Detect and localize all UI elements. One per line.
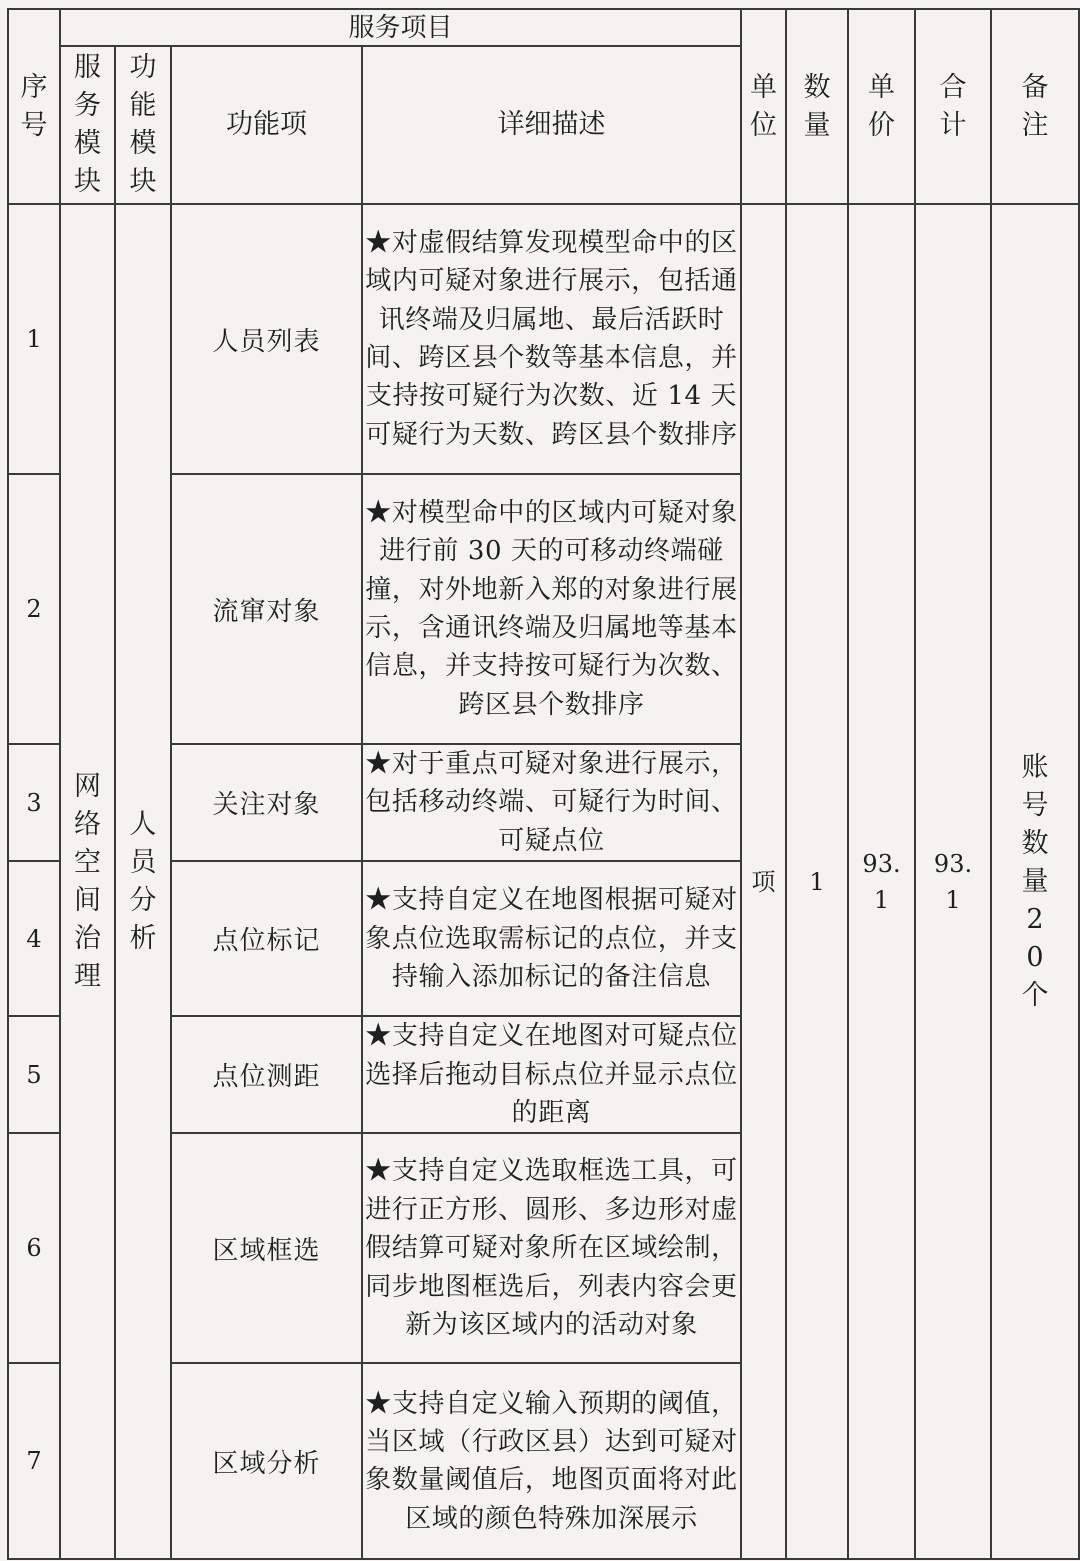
row-seq: 4 [8,861,60,1016]
unit-price-cell: 93.1 [848,204,915,1559]
row-function-item: 流窜对象 [171,474,362,744]
row-detail: ★对于重点可疑对象进行展示，包括移动终端、可疑行为时间、可疑点位 [362,744,741,861]
row-seq: 3 [8,744,60,861]
header-remark: 备注 [991,9,1079,204]
row-function-item: 关注对象 [171,744,362,861]
quantity-cell: 1 [786,204,848,1559]
row-detail: ★支持自定义输入预期的阈值，当区域（行政区县）达到可疑对象数量阈值后，地图页面将对此区域的颜色特殊加深展示 [362,1363,741,1559]
remark-cell: 账号数量20个 [991,204,1079,1559]
unit-cell: 项 [741,204,786,1559]
row-detail: ★对虚假结算发现模型命中的区域内可疑对象进行展示，包括通讯终端及归属地、最后活跃时间、跨区县个数等基本信息，并支持按可疑行为次数、近 14 天可疑行为天数、跨区县个数排序 [362,204,741,474]
row-seq: 7 [8,1363,60,1559]
row-function-item: 区域框选 [171,1133,362,1363]
header-seq: 序号 [8,9,60,204]
total-cell: 93.1 [915,204,991,1559]
header-detail: 详细描述 [362,46,741,204]
row-seq: 1 [8,204,60,474]
header-service-items: 服务项目 [60,9,741,46]
table-row [8,204,1079,474]
header-unit: 单位 [741,9,786,204]
row-seq: 2 [8,474,60,744]
service-table [7,8,1080,1560]
row-detail: ★对模型命中的区域内可疑对象进行前 30 天的可移动终端碰撞，对外地新入郑的对象进行展示，含通讯终端及归属地等基本信息，并支持按可疑行为次数、跨区县个数排序 [362,474,741,744]
header-unit-price: 单价 [848,9,915,204]
service-module-cell: 网络空间治理 [60,204,115,1559]
row-seq: 6 [8,1133,60,1363]
header-function-module: 功能模块 [115,46,171,204]
row-function-item: 区域分析 [171,1363,362,1559]
header-quantity: 数量 [786,9,848,204]
row-function-item: 人员列表 [171,204,362,474]
row-function-item: 点位标记 [171,861,362,1016]
row-function-item: 点位测距 [171,1016,362,1133]
row-detail: ★支持自定义在地图根据可疑对象点位选取需标记的点位，并支持输入添加标记的备注信息 [362,861,741,1016]
function-module-cell: 人员分析 [115,204,171,1559]
header-function-item: 功能项 [171,46,362,204]
header-service-module: 服务模块 [60,46,115,204]
row-detail: ★支持自定义选取框选工具，可进行正方形、圆形、多边形对虚假结算可疑对象所在区域绘制，同步地图框选后，列表内容会更新为该区域内的活动对象 [362,1133,741,1363]
row-detail: ★支持自定义在地图对可疑点位选择后拖动目标点位并显示点位的距离 [362,1016,741,1133]
header-total: 合计 [915,9,991,204]
row-seq: 5 [8,1016,60,1133]
